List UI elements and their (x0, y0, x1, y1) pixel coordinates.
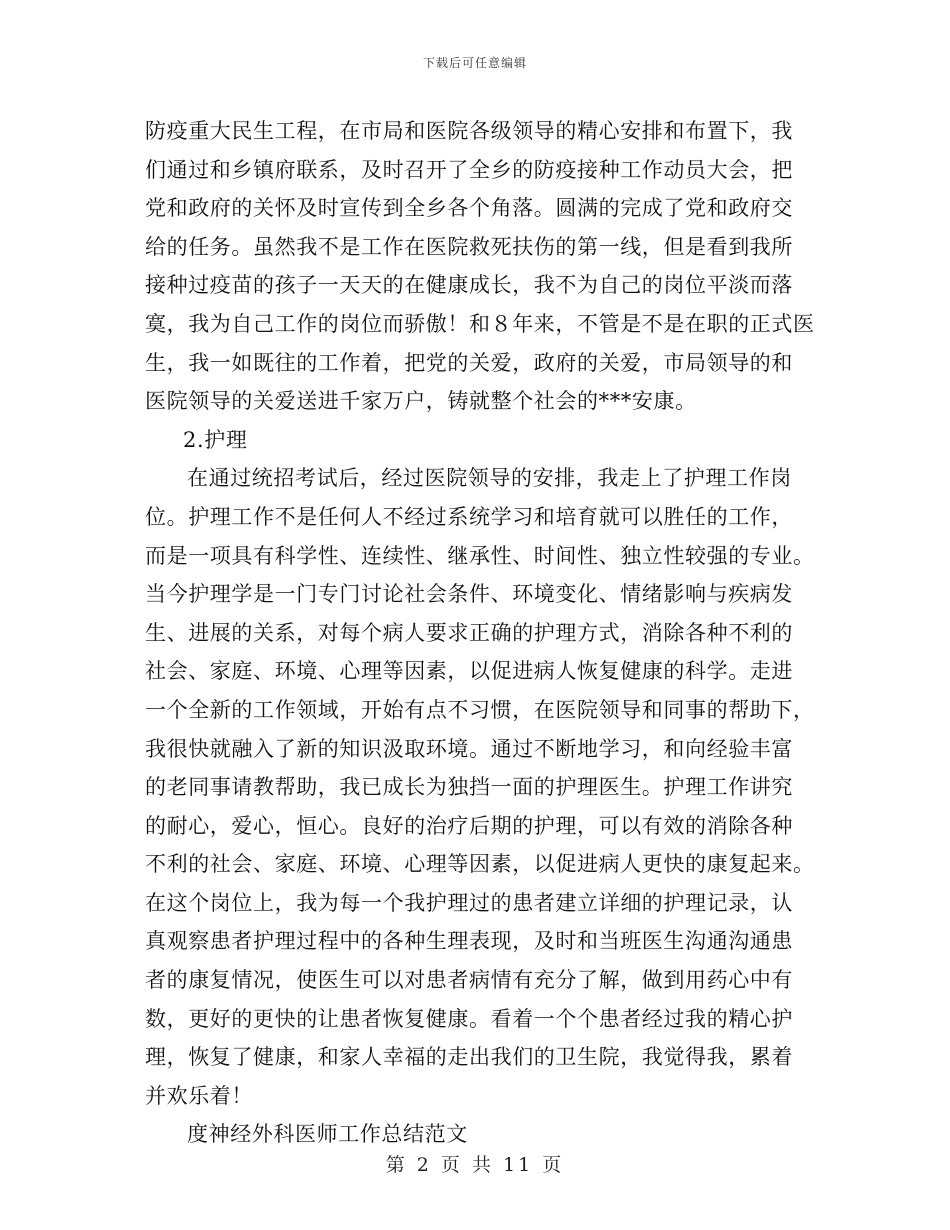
body-line: 的耐心，爱心，恒心。良好的治疗后期的护理，可以有效的消除各种 (145, 813, 793, 838)
body-line: 的老同事请教帮助，我已成长为独挡一面的护理医生。护理工作讲究 (145, 775, 793, 800)
body-line: 在这个岗位上，我为每一个我护理过的患者建立详细的护理记录，认 (145, 890, 793, 915)
body-line: 数，更好的更快的让患者恢复健康。看着一个个患者经过我的精心护 (145, 1006, 793, 1031)
document-title-line: 度神经外科医师工作总结范文 (187, 1122, 468, 1147)
body-line: 理，恢复了健康，和家人幸福的走出我们的卫生院，我觉得我，累着 (145, 1045, 793, 1070)
body-line: 当今护理学是一门专门讨论社会条件、环境变化、情绪影响与疾病发 (145, 582, 793, 607)
body-line: 生、进展的关系，对每个病人要求正确的护理方式，消除各种不利的 (145, 620, 793, 645)
page-number: 第 2 页 共 11 页 (385, 1154, 565, 1176)
section-heading: 2.护理 (183, 427, 248, 452)
document-body (145, 112, 825, 1154)
body-line: 而是一项具有科学性、连续性、继承性、时间性、独立性较强的专业。 (145, 543, 815, 568)
body-line: 接种过疫苗的孩子一天天的在健康成长，我不为自己的岗位平淡而落 (145, 273, 793, 298)
body-line: 党和政府的关怀及时宣传到全乡各个角落。圆满的完成了党和政府交 (145, 196, 793, 221)
body-line: 们通过和乡镇府联系，及时召开了全乡的防疫接种工作动员大会，把 (145, 157, 793, 182)
body-line: 不利的社会、家庭、环境、心理等因素，以促进病人更快的康复起来。 (145, 852, 815, 877)
body-line: 者的康复情况，使医生可以对患者病情有充分了解，做到用药心中有 (145, 968, 793, 993)
body-line: 寞，我为自己工作的岗位而骄傲！和８年来，不管是不是在职的正式医 (145, 311, 815, 336)
body-line: 一个全新的工作领域，开始有点不习惯，在医院领导和同事的帮助下， (145, 697, 815, 722)
page-header-note: 下载后可任意编辑 (422, 56, 527, 70)
body-line: 位。护理工作不是任何人不经过系统学习和培育就可以胜任的工作， (145, 504, 793, 529)
body-line: 生，我一如既往的工作着，把党的关爱，政府的关爱，市局领导的和 (145, 350, 793, 375)
body-line: 真观察患者护理过程中的各种生理表现，及时和当班医生沟通沟通患 (145, 929, 793, 954)
body-line: 防疫重大民生工程，在市局和医院各级领导的精心安排和布置下，我 (145, 119, 793, 143)
body-line: 并欢乐着！ (145, 1083, 253, 1108)
body-line: 给的任务。虽然我不是工作在医院救死扶伤的第一线，但是看到我所 (145, 234, 793, 259)
body-line: 我很快就融入了新的知识汲取环境。通过不断地学习，和向经验丰富 (145, 736, 793, 761)
body-line: 医院领导的关爱送进千家万户，铸就整个社会的***安康。 (145, 389, 697, 414)
body-line: 在通过统招考试后，经过医院领导的安排，我走上了护理工作岗 (187, 466, 792, 491)
body-line: 社会、家庭、环境、心理等因素，以促进病人恢复健康的科学。走进 (145, 659, 793, 684)
